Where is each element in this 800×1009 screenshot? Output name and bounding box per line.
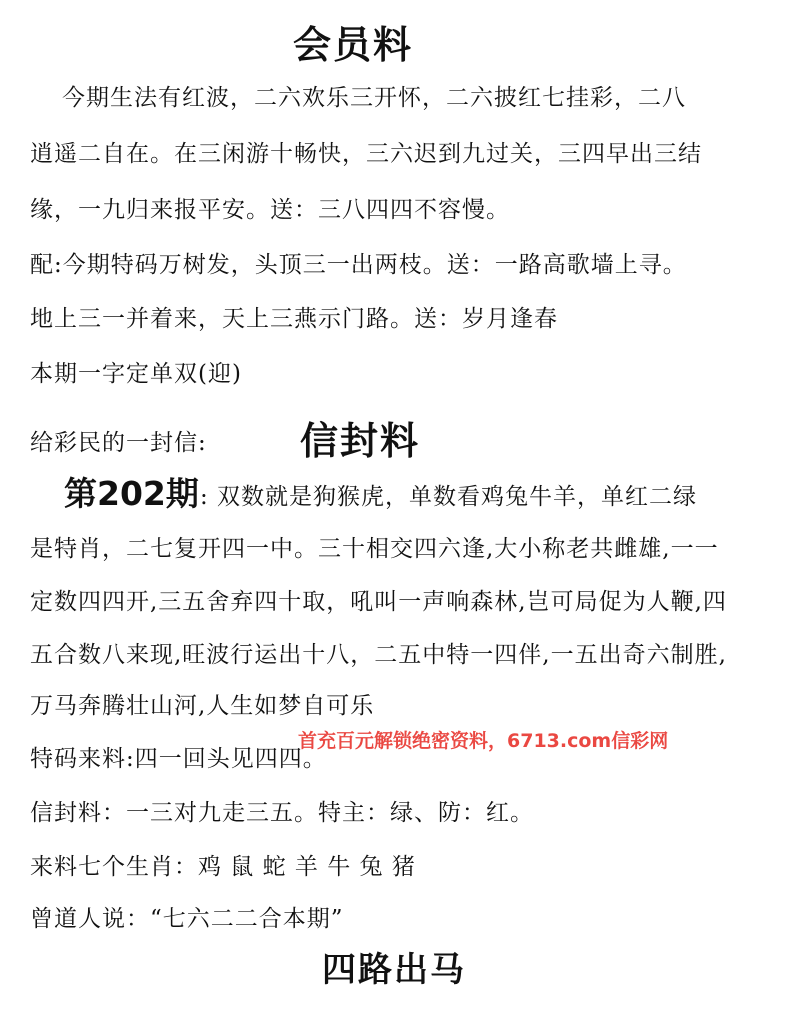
- letter-line: 五合数八来现,旺波行运出十八，二五中特一四伴,一五出奇六制胜,: [30, 642, 727, 668]
- letter-line: 定数四四开,三五舍弃四十取，吼叫一声响森林,岂可局促为人鞭,四: [30, 589, 727, 615]
- member-line: 今期生法有红波，二六欢乐三开怀，二六披红七挂彩，二八: [62, 85, 686, 111]
- member-material-title: 会员料: [293, 23, 414, 67]
- envelope-material-title: 信封料: [300, 419, 421, 463]
- letter-label: 给彩民的一封信:: [30, 430, 207, 456]
- letter-line: 万马奔腾壮山河,人生如梦自可乐: [30, 693, 375, 719]
- letter-line: 是特肖，二七复开四一中。三十相交四六逢,大小称老共雌雄,一一: [30, 536, 719, 562]
- watermark: 首充百元解锁绝密资料，6713.com信彩网: [298, 730, 669, 752]
- daoist-saying: 曾道人说：“七六二二合本期”: [30, 906, 344, 932]
- letter-line: : 双数就是狗猴虎，单数看鸡兔牛羊，单红二绿: [200, 484, 698, 510]
- member-line: 缘，一九归来报平安。送：三八四四不容慢。: [30, 197, 510, 223]
- four-horses-title: 四路出马: [322, 950, 466, 990]
- member-line: 本期一字定单双(迎): [30, 361, 242, 387]
- zodiac-material: 来料七个生肖：鸡 鼠 蛇 羊 牛 兔 猪: [30, 854, 416, 880]
- special-material: 特码来料:四一回头见四四。: [30, 746, 327, 772]
- member-line: 逍遥二自在。在三闲游十畅快，三六迟到九过关，三四早出三结: [30, 141, 702, 167]
- member-line: 地上三一并着来，天上三燕示门路。送：岁月逢春: [30, 306, 558, 332]
- issue-number: 第202期: [64, 474, 199, 513]
- member-line: 配:今期特码万树发，头顶三一出两枝。送：一路高歌墙上寻。: [30, 252, 687, 278]
- envelope-material: 信封料：一三对九走三五。特主：绿、防：红。: [30, 800, 534, 826]
